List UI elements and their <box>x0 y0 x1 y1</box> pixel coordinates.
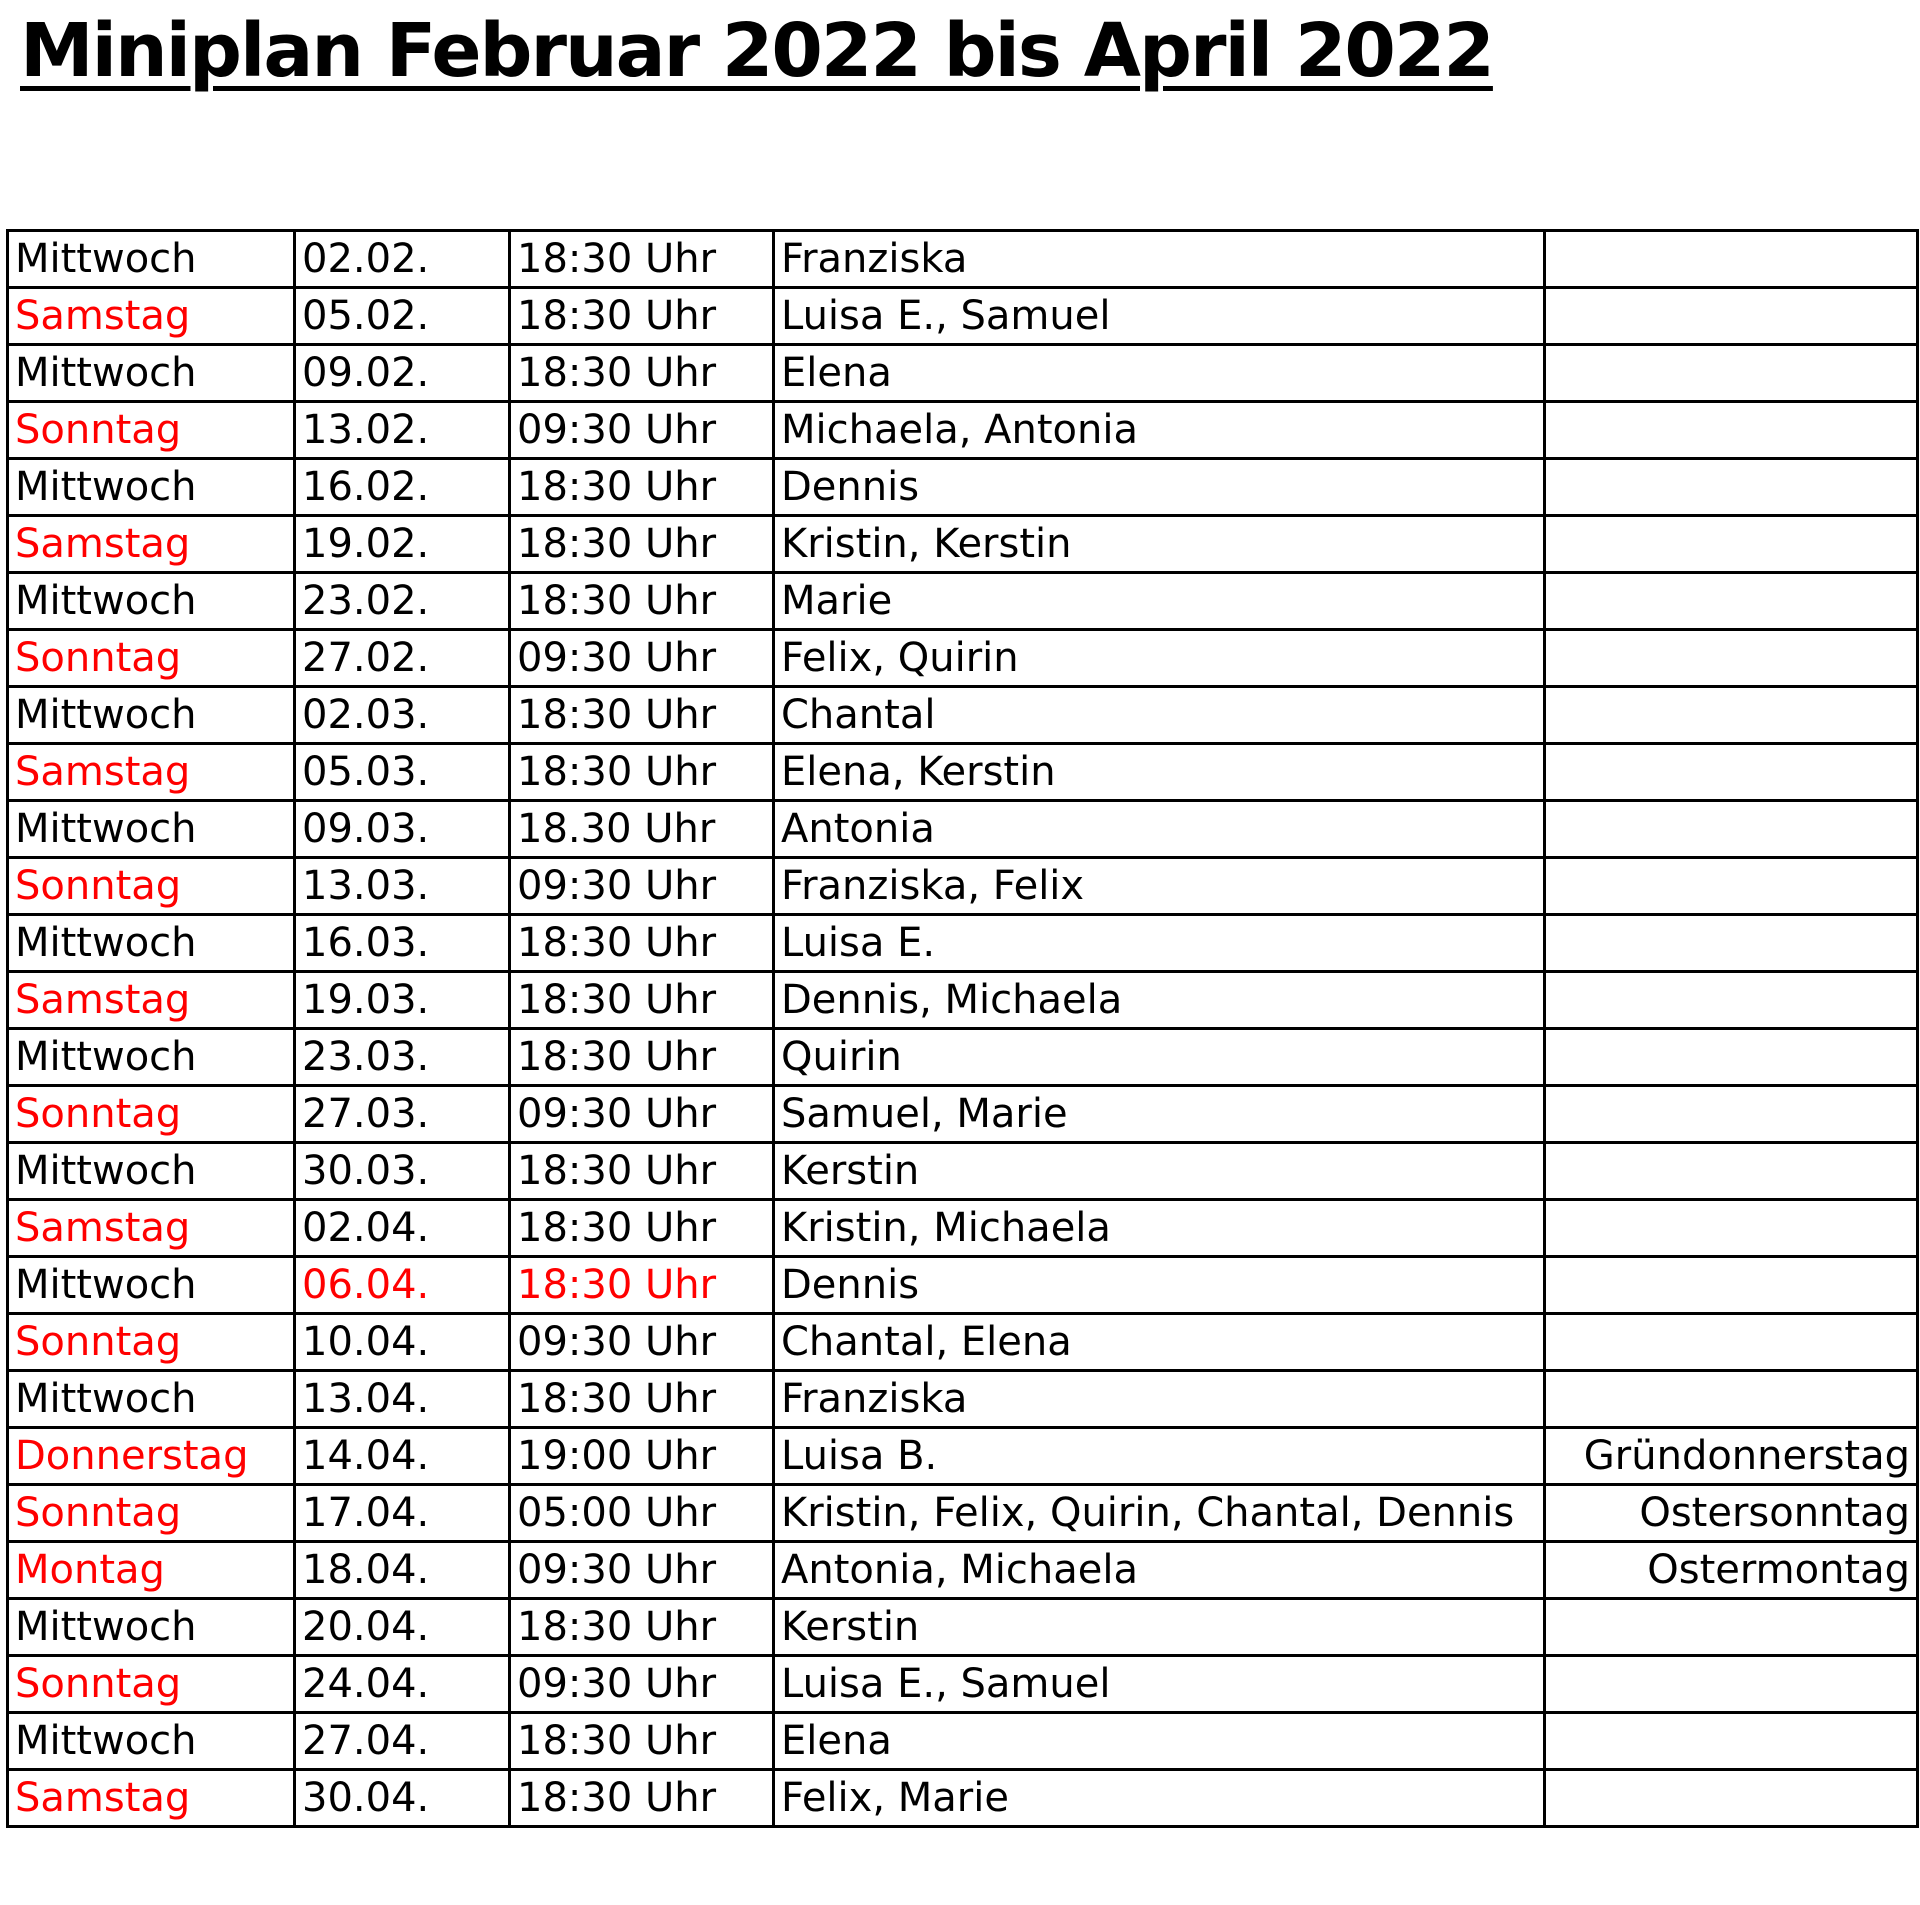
date-cell: 24.04. <box>295 1656 510 1713</box>
note-cell <box>1545 1029 1918 1086</box>
time-cell: 18:30 Uhr <box>510 231 774 288</box>
table-row <box>8 1485 1918 1542</box>
day-cell: Samstag <box>8 744 295 801</box>
table-row <box>8 1029 1918 1086</box>
names-cell: Kristin, Kerstin <box>774 516 1545 573</box>
table-row <box>8 972 1918 1029</box>
day-cell: Mittwoch <box>8 345 295 402</box>
note-cell <box>1545 972 1918 1029</box>
day-cell: Mittwoch <box>8 1257 295 1314</box>
table-row <box>8 744 1918 801</box>
day-cell: Mittwoch <box>8 1713 295 1770</box>
time-cell: 18:30 Uhr <box>510 687 774 744</box>
names-cell: Luisa E. <box>774 915 1545 972</box>
day-cell: Samstag <box>8 972 295 1029</box>
table-row <box>8 1371 1918 1428</box>
names-cell: Luisa E., Samuel <box>774 1656 1545 1713</box>
time-cell: 18:30 Uhr <box>510 1029 774 1086</box>
table-row <box>8 1770 1918 1827</box>
time-cell: 18:30 Uhr <box>510 1200 774 1257</box>
time-cell: 18:30 Uhr <box>510 1143 774 1200</box>
date-cell: 27.02. <box>295 630 510 687</box>
day-cell: Mittwoch <box>8 687 295 744</box>
note-cell <box>1545 402 1918 459</box>
date-cell: 14.04. <box>295 1428 510 1485</box>
day-cell: Mittwoch <box>8 573 295 630</box>
time-cell: 09:30 Uhr <box>510 1314 774 1371</box>
date-cell: 05.03. <box>295 744 510 801</box>
names-cell: Antonia, Michaela <box>774 1542 1545 1599</box>
names-cell: Dennis, Michaela <box>774 972 1545 1029</box>
time-cell: 09:30 Uhr <box>510 1542 774 1599</box>
table-row <box>8 516 1918 573</box>
note-cell <box>1545 915 1918 972</box>
day-cell: Sonntag <box>8 1086 295 1143</box>
date-cell: 09.03. <box>295 801 510 858</box>
day-cell: Montag <box>8 1542 295 1599</box>
table-row <box>8 459 1918 516</box>
day-cell: Sonntag <box>8 1485 295 1542</box>
names-cell: Kristin, Michaela <box>774 1200 1545 1257</box>
names-cell: Luisa B. <box>774 1428 1545 1485</box>
date-cell: 27.03. <box>295 1086 510 1143</box>
names-cell: Samuel, Marie <box>774 1086 1545 1143</box>
day-cell: Sonntag <box>8 1656 295 1713</box>
note-cell <box>1545 858 1918 915</box>
day-cell: Mittwoch <box>8 1599 295 1656</box>
date-cell: 13.02. <box>295 402 510 459</box>
date-cell: 02.04. <box>295 1200 510 1257</box>
names-cell: Quirin <box>774 1029 1545 1086</box>
time-cell: 18:30 Uhr <box>510 972 774 1029</box>
note-cell <box>1545 1257 1918 1314</box>
table-row <box>8 231 1918 288</box>
time-cell: 18:30 Uhr <box>510 516 774 573</box>
time-cell: 18:30 Uhr <box>510 345 774 402</box>
day-cell: Mittwoch <box>8 1371 295 1428</box>
date-cell: 19.02. <box>295 516 510 573</box>
day-cell: Mittwoch <box>8 1143 295 1200</box>
day-cell: Donnerstag <box>8 1428 295 1485</box>
day-cell: Sonntag <box>8 630 295 687</box>
names-cell: Kristin, Felix, Quirin, Chantal, Dennis <box>774 1485 1545 1542</box>
names-cell: Dennis <box>774 459 1545 516</box>
table-row <box>8 1542 1918 1599</box>
date-cell: 02.02. <box>295 231 510 288</box>
day-cell: Mittwoch <box>8 231 295 288</box>
names-cell: Franziska <box>774 1371 1545 1428</box>
names-cell: Elena, Kerstin <box>774 744 1545 801</box>
names-cell: Elena <box>774 1713 1545 1770</box>
date-cell: 02.03. <box>295 687 510 744</box>
time-cell: 18.30 Uhr <box>510 801 774 858</box>
time-cell: 18:30 Uhr <box>510 915 774 972</box>
time-cell: 18:30 Uhr <box>510 1371 774 1428</box>
names-cell: Kerstin <box>774 1599 1545 1656</box>
table-row <box>8 801 1918 858</box>
schedule-body <box>8 231 1918 1827</box>
names-cell: Luisa E., Samuel <box>774 288 1545 345</box>
note-cell <box>1545 1599 1918 1656</box>
time-cell: 05:00 Uhr <box>510 1485 774 1542</box>
time-cell: 09:30 Uhr <box>510 1086 774 1143</box>
day-cell: Sonntag <box>8 858 295 915</box>
note-cell <box>1545 1770 1918 1827</box>
table-row <box>8 1086 1918 1143</box>
date-cell: 13.04. <box>295 1371 510 1428</box>
date-cell: 10.04. <box>295 1314 510 1371</box>
time-cell: 18:30 Uhr <box>510 1770 774 1827</box>
date-cell: 19.03. <box>295 972 510 1029</box>
names-cell: Chantal <box>774 687 1545 744</box>
table-row <box>8 858 1918 915</box>
day-cell: Samstag <box>8 1200 295 1257</box>
table-row <box>8 1314 1918 1371</box>
table-row <box>8 915 1918 972</box>
table-row <box>8 1200 1918 1257</box>
day-cell: Mittwoch <box>8 915 295 972</box>
date-cell: 18.04. <box>295 1542 510 1599</box>
note-cell <box>1545 801 1918 858</box>
table-row <box>8 1713 1918 1770</box>
names-cell: Michaela, Antonia <box>774 402 1545 459</box>
day-cell: Mittwoch <box>8 459 295 516</box>
names-cell: Felix, Marie <box>774 1770 1545 1827</box>
names-cell: Chantal, Elena <box>774 1314 1545 1371</box>
day-cell: Sonntag <box>8 402 295 459</box>
date-cell: 09.02. <box>295 345 510 402</box>
day-cell: Samstag <box>8 1770 295 1827</box>
time-cell: 09:30 Uhr <box>510 1656 774 1713</box>
date-cell: 16.03. <box>295 915 510 972</box>
date-cell: 13.03. <box>295 858 510 915</box>
time-cell: 18:30 Uhr <box>510 1257 774 1314</box>
date-cell: 23.02. <box>295 573 510 630</box>
names-cell: Franziska <box>774 231 1545 288</box>
table-row <box>8 687 1918 744</box>
time-cell: 19:00 Uhr <box>510 1428 774 1485</box>
date-cell: 23.03. <box>295 1029 510 1086</box>
note-cell <box>1545 1713 1918 1770</box>
time-cell: 18:30 Uhr <box>510 1713 774 1770</box>
note-cell: Ostersonntag <box>1545 1485 1918 1542</box>
note-cell <box>1545 687 1918 744</box>
time-cell: 18:30 Uhr <box>510 288 774 345</box>
time-cell: 18:30 Uhr <box>510 573 774 630</box>
date-cell: 30.04. <box>295 1770 510 1827</box>
day-cell: Samstag <box>8 288 295 345</box>
note-cell <box>1545 744 1918 801</box>
date-cell: 30.03. <box>295 1143 510 1200</box>
date-cell: 20.04. <box>295 1599 510 1656</box>
day-cell: Mittwoch <box>8 1029 295 1086</box>
page-title: Miniplan Februar 2022 bis April 2022 <box>20 8 1493 94</box>
table-row <box>8 1599 1918 1656</box>
note-cell <box>1545 231 1918 288</box>
note-cell <box>1545 288 1918 345</box>
table-row <box>8 345 1918 402</box>
names-cell: Dennis <box>774 1257 1545 1314</box>
day-cell: Mittwoch <box>8 801 295 858</box>
day-cell: Sonntag <box>8 1314 295 1371</box>
time-cell: 18:30 Uhr <box>510 459 774 516</box>
date-cell: 06.04. <box>295 1257 510 1314</box>
table-row <box>8 573 1918 630</box>
names-cell: Marie <box>774 573 1545 630</box>
note-cell <box>1545 1086 1918 1143</box>
date-cell: 16.02. <box>295 459 510 516</box>
note-cell <box>1545 516 1918 573</box>
note-cell <box>1545 459 1918 516</box>
note-cell: Ostermontag <box>1545 1542 1918 1599</box>
note-cell <box>1545 630 1918 687</box>
note-cell: Gründonnerstag <box>1545 1428 1918 1485</box>
names-cell: Kerstin <box>774 1143 1545 1200</box>
table-row <box>8 402 1918 459</box>
time-cell: 09:30 Uhr <box>510 858 774 915</box>
names-cell: Elena <box>774 345 1545 402</box>
note-cell <box>1545 573 1918 630</box>
names-cell: Franziska, Felix <box>774 858 1545 915</box>
note-cell <box>1545 1143 1918 1200</box>
day-cell: Samstag <box>8 516 295 573</box>
time-cell: 09:30 Uhr <box>510 402 774 459</box>
table-row <box>8 1428 1918 1485</box>
table-row <box>8 1143 1918 1200</box>
time-cell: 18:30 Uhr <box>510 1599 774 1656</box>
names-cell: Antonia <box>774 801 1545 858</box>
time-cell: 18:30 Uhr <box>510 744 774 801</box>
date-cell: 27.04. <box>295 1713 510 1770</box>
date-cell: 17.04. <box>295 1485 510 1542</box>
time-cell: 09:30 Uhr <box>510 630 774 687</box>
note-cell <box>1545 1200 1918 1257</box>
table-row <box>8 630 1918 687</box>
note-cell <box>1545 1656 1918 1713</box>
names-cell: Felix, Quirin <box>774 630 1545 687</box>
table-row <box>8 1257 1918 1314</box>
date-cell: 05.02. <box>295 288 510 345</box>
schedule-table <box>6 229 1919 1828</box>
table-row <box>8 1656 1918 1713</box>
note-cell <box>1545 345 1918 402</box>
table-row <box>8 288 1918 345</box>
note-cell <box>1545 1314 1918 1371</box>
note-cell <box>1545 1371 1918 1428</box>
